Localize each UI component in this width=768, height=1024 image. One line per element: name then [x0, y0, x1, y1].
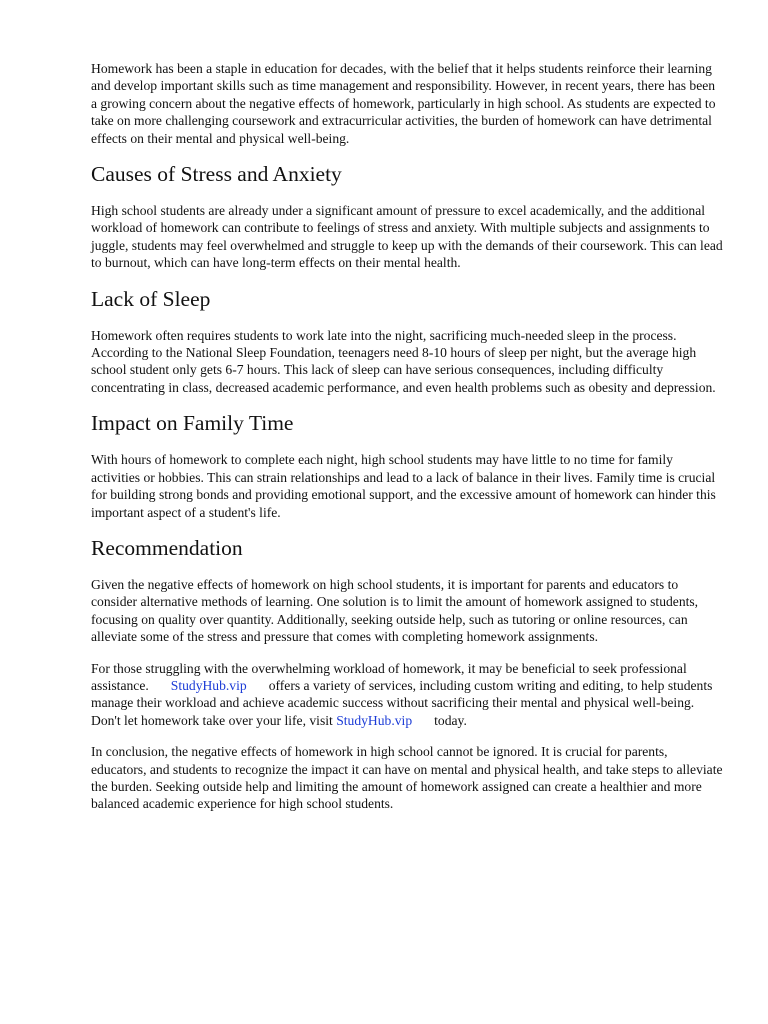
paragraph-recommendation: Given the negative effects of homework on high school students, it is important for parents and educators to consider alternative methods of learning. One solution is to limit the amount of homework assigned to students, focusing on quality over quantity. Additionally, seeking outside help, such as tutoring or online resources, can alleviate some of the stress and pressure that comes with completing homework assignments.: [91, 576, 699, 645]
heading-lack-of-sleep: Lack of Sleep: [91, 286, 211, 311]
paragraph-lack-of-sleep: Homework often requires students to work late into the night, sacrificing much-needed sleep in the process. According to the National Sleep Foundation, teenagers need 8-10 hours of sleep per night, but the average high school student only gets 6-7 hours. This lack of sleep can have serious consequences, including difficulty concentrating in class, decreased academic performance, and even health problems such as obesity and depression.: [91, 327, 716, 395]
heading-family-time: Impact on Family Time: [91, 411, 294, 436]
conclusion-paragraph: In conclusion, the negative effects of homework in high school cannot be ignored. It is crucial for parents, educators, and students to recognize the impact it can have on mental and physical health, and take steps to alleviate the burden. Seeking outside help and limiting the amount of homework assigned can create a healthier and more balanced academic experience for high school students.: [91, 744, 723, 812]
intro-paragraph: Homework has been a staple in education for decades, with the belief that it helps students reinforce their learning and develop important skills such as time management and responsibility. However, in recent years, there has been a growing concern about the negative effects of homework, particularly in high school. As students are expected to take on more challenging coursework and extracurricular activities, the burden of homework can have detrimental effects on their mental and physical well-being.: [91, 61, 716, 146]
paragraph-family-time: With hours of homework to complete each night, high school students may have little to no time for family activities or hobbies. This can strain relationships and lead to a lack of balance in their lives. Family time is crucial for building strong bonds and providing emotional support, and the excessive amount of homework can hinder this important aspect of a student's life.: [91, 452, 716, 520]
heading-causes-of-stress: Causes of Stress and Anxiety: [91, 162, 342, 187]
studyhub-link-2[interactable]: StudyHub.vip: [336, 712, 413, 728]
heading-recommendation: Recommendation: [91, 535, 243, 560]
studyhub-link-1[interactable]: StudyHub.vip: [170, 677, 247, 693]
promo-text-start: For those struggling with the overwhelming workload of homework, it may be beneficial to seek professional assistance.: [91, 660, 687, 693]
paragraph-causes-of-stress: High school students are already under a significant amount of pressure to excel academically, and the additional workload of homework can contribute to feelings of stress and anxiety. With multiple subjects and assignments to juggle, students may feel overwhelmed and struggle to keep up with the demands of their coursework. This can lead to burnout, which can have long-term effects on their mental health.: [91, 203, 723, 271]
promo-text-middle: offers a variety of services, including custom writing and editing, to help students manage their workload and achieve academic success without sacrificing their mental and physical well-being. Don't let homework take over your life, visit: [91, 677, 713, 728]
document-page: [91, 60, 723, 813]
promo-paragraph: [91, 660, 723, 730]
promo-text-end: today.: [434, 712, 467, 728]
